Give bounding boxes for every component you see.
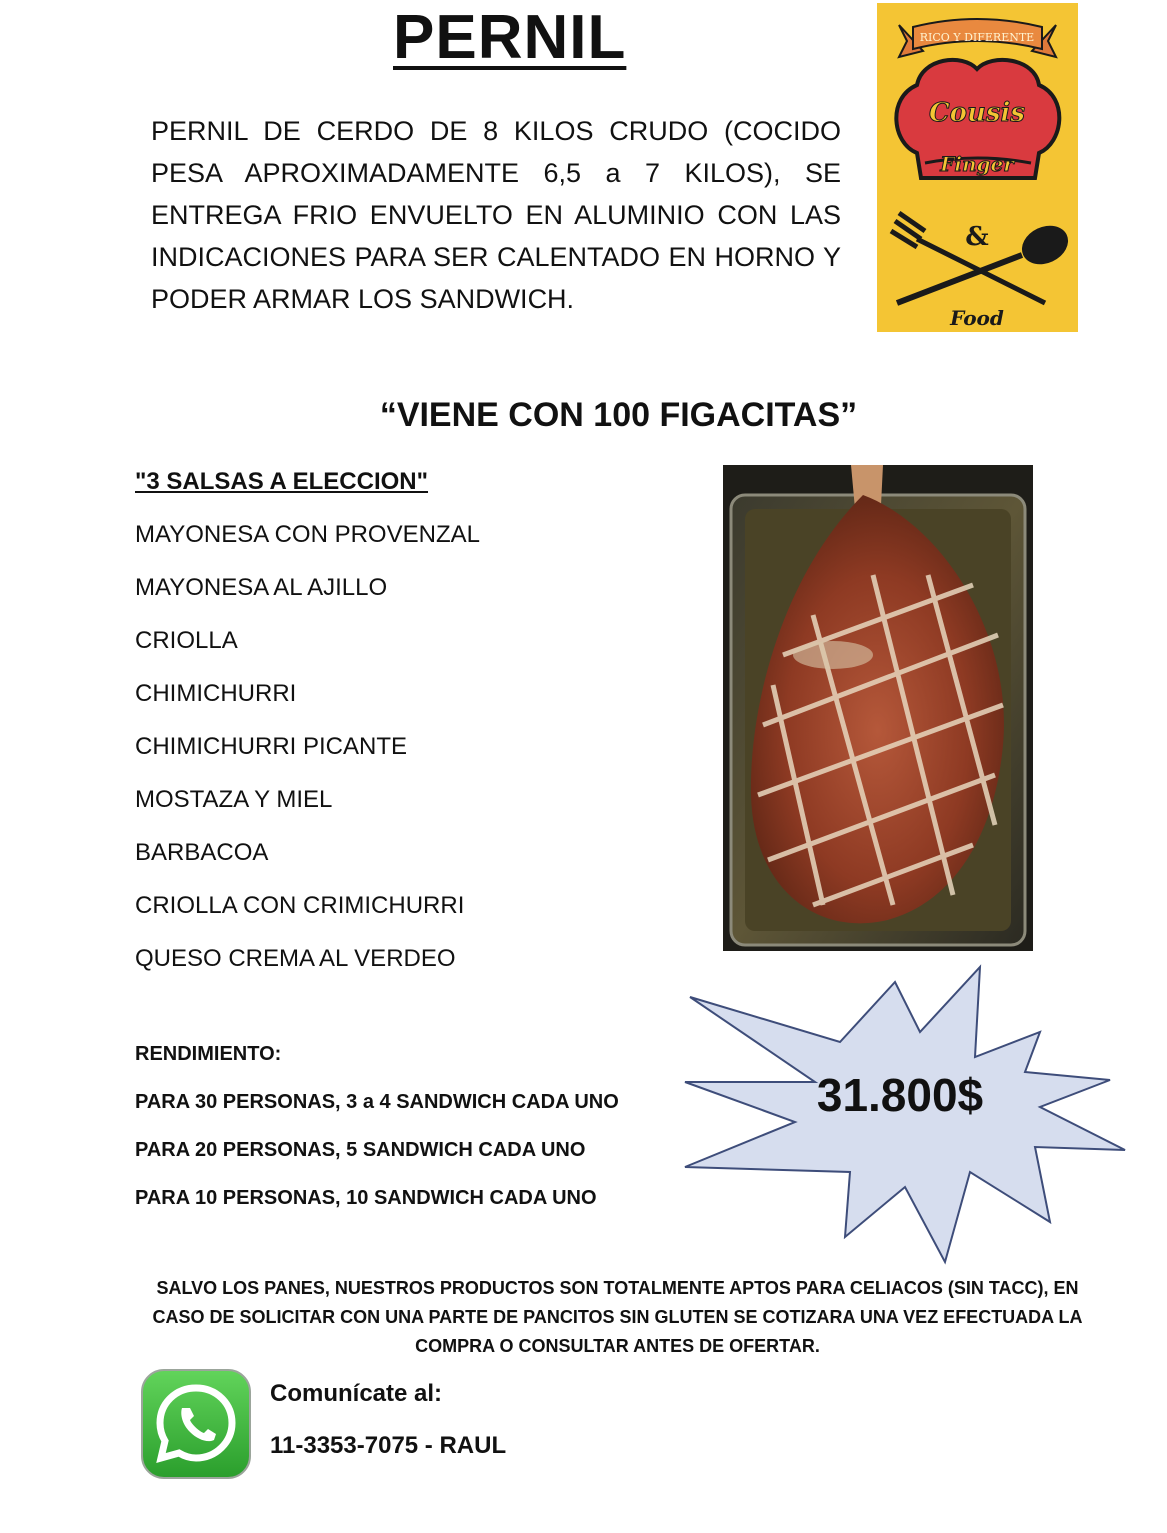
list-item: PARA 20 PERSONAS, 5 SANDWICH CADA UNO	[135, 1139, 586, 1161]
list-item: MAYONESA CON PROVENZAL	[135, 521, 480, 548]
celiac-notice: SALVO LOS PANES, NUESTROS PRODUCTOS SON TOTALMENTE APTOS PARA CELIACOS (SIN TACC), EN CASO DE SOLICITAR CON UNA PARTE DE PANCITOS SIN GLUTEN SE COTIZARA UNA VEZ EFECTUADA LA COMPRA O CONSULTAR ANTES DE OFERTAR.	[152, 1278, 1083, 1356]
price-value: 31.800$	[816, 1069, 984, 1121]
logo-word-2: Finger	[940, 152, 1014, 176]
page-title: PERNIL	[393, 3, 627, 72]
logo-banner-text: RICO Y DIFERENTE	[919, 31, 1035, 44]
subtitle: “VIENE CON 100 FIGACITAS”	[379, 396, 858, 434]
list-item: PARA 30 PERSONAS, 3 a 4 SANDWICH CADA UNO	[135, 1091, 619, 1113]
product-description: PERNIL DE CERDO DE 8 KILOS CRUDO (COCIDO PESA APROXIMADAMENTE 6,5 a 7 KILOS), SE ENTREGA FRIO ENVUELTO EN ALUMINIO CON LAS INDICACIONES PARA SER CALENTADO EN HORNO Y PODER ARMAR LOS SANDWICH.	[151, 116, 841, 314]
brand-logo	[877, 3, 1078, 332]
list-item: MAYONESA AL AJILLO	[135, 574, 388, 601]
logo-ampersand: &	[965, 222, 989, 252]
sauces-heading: "3 SALSAS A ELECCION"	[135, 468, 429, 495]
list-item: CHIMICHURRI	[135, 680, 297, 707]
logo-word-1: Cousis	[928, 98, 1026, 128]
contact-label: Comunícate al:	[270, 1380, 443, 1407]
list-item: CRIOLLA	[135, 627, 238, 654]
list-item: CHIMICHURRI PICANTE	[135, 733, 408, 760]
yield-heading: RENDIMIENTO:	[135, 1043, 282, 1065]
list-item: CRIOLLA CON CRIMICHURRI	[135, 892, 465, 919]
yield-section	[135, 1040, 619, 1232]
whatsapp-icon[interactable]	[140, 1368, 252, 1480]
logo-word-4: Food	[950, 306, 1004, 330]
list-item: MOSTAZA Y MIEL	[135, 786, 333, 813]
list-item: BARBACOA	[135, 839, 269, 866]
list-item: QUESO CREMA AL VERDEO	[135, 945, 456, 972]
sauces-list	[135, 513, 480, 990]
list-item: PARA 10 PERSONAS, 10 SANDWICH CADA UNO	[135, 1187, 597, 1209]
contact-phone[interactable]: 11-3353-7075 - RAUL	[270, 1432, 507, 1459]
roast-pork-photo	[723, 465, 1033, 951]
